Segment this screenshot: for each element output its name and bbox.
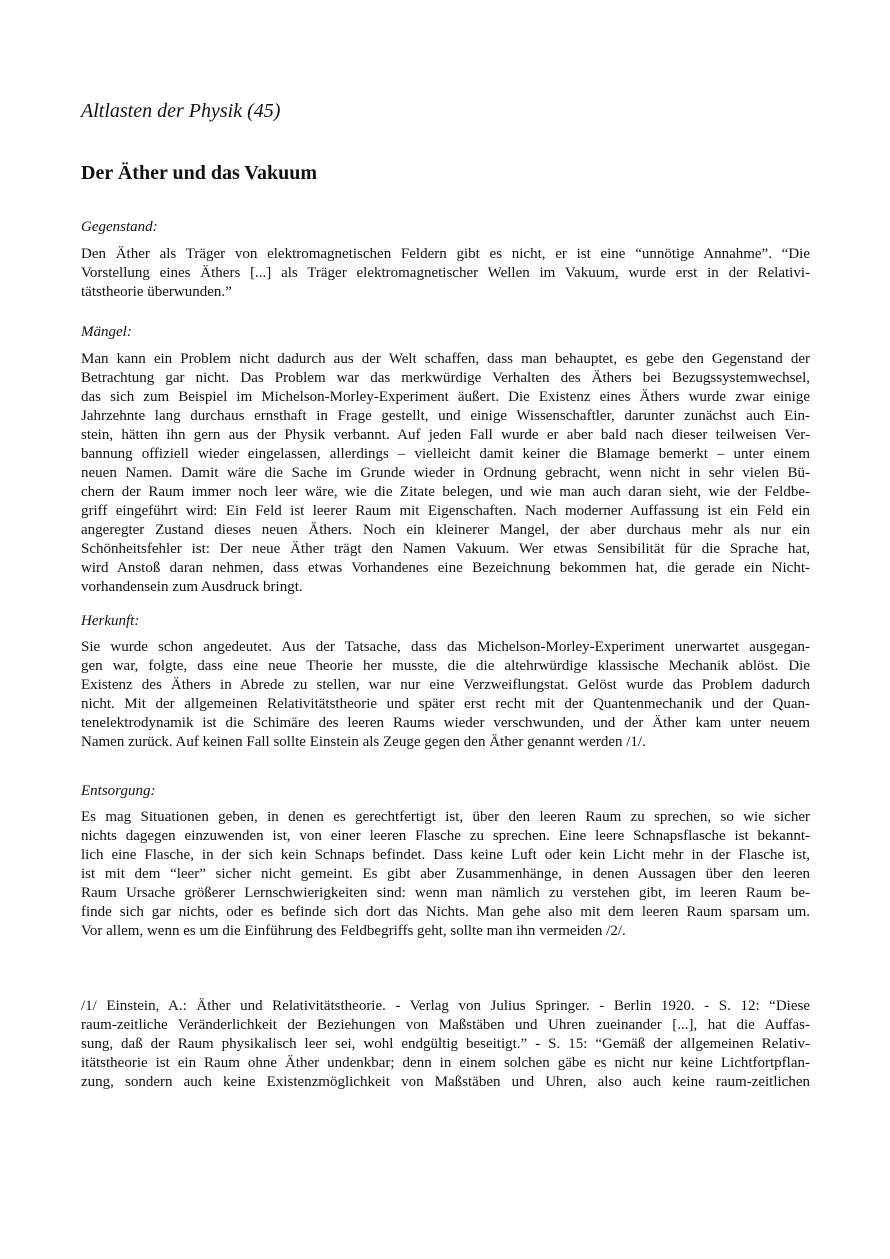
text-line: griff eingeführt wird: Ein Feld ist leerer Raum mit Eigenschaften. Nach moderner Auffassung ist ein Feld ein <box>81 503 810 519</box>
text-line: das sich zum Beispiel im Michelson-Morley-Experiment äußert. Die Existenz eines Äthers wurde zwar einige <box>81 389 810 405</box>
section-heading-entsorgung: Entsorgung: <box>81 783 156 799</box>
text-line: bannung offiziell wieder eingelassen, allerdings – vielleicht damit keiner die Blamage bemerkt – unter einem <box>81 446 810 462</box>
footnote-line: /1/ Einstein, A.: Äther und Relativitätstheorie. - Verlag von Julius Springer. - Berlin 1920. - S. 12: “Diese <box>81 998 810 1014</box>
text-line: lich eine Flasche, in der sich kein Schnaps befindet. Dass keine Luft oder kein Licht mehr in der Flasche ist, <box>81 847 810 863</box>
text-line: neuen Namen. Damit wäre die Sache im Grunde wieder in Ordnung gebracht, wenn nicht in sehr vielen Bü- <box>81 465 810 481</box>
section-heading-gegenstand: Gegenstand: <box>81 219 158 235</box>
text-line: wird Anstoß daran nehmen, dass etwas Vorhandenes eine Bezeichnung bekommen hat, die gerade ein Nicht- <box>81 560 810 576</box>
text-line: Schönheitsfehler ist: Der neue Äther trägt den Namen Vakuum. Wer etwas Sensibilität für die Sprache hat, <box>81 541 810 557</box>
text-line: stein, hätten ihn gern aus der Physik verbannt. Auf jeden Fall wurde er aber bald nach dieser teilweisen Ver- <box>81 427 810 443</box>
text-line: ist mit dem “leer” sicher nicht gemeint. Es gibt aber Zusammenhänge, in denen Aussagen über den leeren <box>81 866 810 882</box>
text-line: Raum Ursache größerer Lernschwierigkeiten sind: wenn man nämlich zu verstehen gibt, im leeren Raum be- <box>81 885 810 901</box>
text-line: Den Äther als Träger von elektromagnetischen Feldern gibt es nicht, er ist eine “unnötige Annahme”. “Die <box>81 246 810 262</box>
text-line: Betrachtung gar nicht. Das Problem war das merkwürdige Verhalten des Äthers bei Bezugssystemwechsel, <box>81 370 810 386</box>
text-line: Vorstellung eines Äthers [...] als Träger elektromagnetischer Wellen im Vakuum, wurde erst in der Relativi- <box>81 265 810 281</box>
section-heading-herkunft: Herkunft: <box>81 613 140 629</box>
section-heading-maengel: Mängel: <box>81 324 132 340</box>
section-body-herkunft <box>81 638 810 752</box>
text-line: chern der Raum immer noch leer wäre, wie die Zitate belegen, und wie man auch daran sieht, wie der Feldbe- <box>81 484 810 500</box>
text-line: nicht. Mit der allgemeinen Relativitätstheorie und später erst recht mit der Quantenmechanik und der Quan- <box>81 696 810 712</box>
text-line: gen war, folgte, dass eine neue Theorie her musste, die die altehrwürdige klassische Mechanik ablöst. Die <box>81 658 810 674</box>
text-line: Sie wurde schon angedeutet. Aus der Tatsache, dass das Michelson-Morley-Experiment unerwartet ausgegan- <box>81 639 810 655</box>
text-line: Vor allem, wenn es um die Einführung des Feldbegriffs geht, sollte man ihn vermeiden /2/. <box>81 923 626 939</box>
text-line: Existenz des Äthers in Abrede zu stellen, war nur eine Verzweiflungstat. Gelöst wurde das Problem dadurch <box>81 677 810 693</box>
text-line: Namen zurück. Auf keinen Fall sollte Einstein als Zeuge gegen den Äther genannt werden /1/. <box>81 734 646 750</box>
footnote-line: raum-zeitliche Veränderlichkeit der Beziehungen von Maßstäben und Uhren zueinander [...], hat die Auffas- <box>81 1017 810 1033</box>
footnote-line: sung, daß der Raum physikalisch leer sei, wohl endgültig beseitigt.” - S. 15: “Gemäß der allgemeinen Relativ- <box>81 1036 810 1052</box>
text-line: angeregter Zustand dieses neuen Äthers. Noch ein kleinerer Mangel, der aber durchaus mehr als nur ein <box>81 522 810 538</box>
text-line: tenelektrodynamik ist die Schimäre des leeren Raums wieder verschwunden, und der Äther kam unter neuem <box>81 715 810 731</box>
text-line: Man kann ein Problem nicht dadurch aus der Welt schaffen, dass man behauptet, es gebe den Gegenstand der <box>81 351 810 367</box>
footnote-line: itätstheorie ist ein Raum ohne Äther undenkbar; denn in einem solchen gäbe es nicht nur keine Lichtfortpflan- <box>81 1055 810 1071</box>
series-title: Altlasten der Physik (45) <box>81 100 281 122</box>
section-body-gegenstand <box>81 245 810 302</box>
text-line: nichts dagegen einzuwenden ist, von einer leeren Flasche zu sprechen. Eine leere Schnapsflasche ist bekannt- <box>81 828 810 844</box>
footnote <box>81 997 810 1092</box>
text-line: tätstheorie überwunden.” <box>81 284 232 300</box>
text-line: finde sich gar nichts, oder es befinde sich dort das Nichts. Man gehe also mit dem leeren Raum sparsam um. <box>81 904 810 920</box>
footnote-line: zung, sondern auch keine Existenzmöglichkeit von Maßstäben und Uhren, also auch keine raum-zeitlichen <box>81 1074 810 1090</box>
text-line: Jahrzehnte lang durchaus ernsthaft in Frage gestellt, und einige Wissenschaftler, darunter zunächst auch Ein- <box>81 408 810 424</box>
section-body-maengel <box>81 350 810 597</box>
text-line: Es mag Situationen geben, in denen es gerechtfertigt ist, über den leeren Raum zu sprechen, so wie sicher <box>81 809 810 825</box>
article-title: Der Äther und das Vakuum <box>81 162 318 184</box>
text-line: vorhandensein zum Ausdruck bringt. <box>81 579 303 595</box>
section-body-entsorgung <box>81 808 810 941</box>
